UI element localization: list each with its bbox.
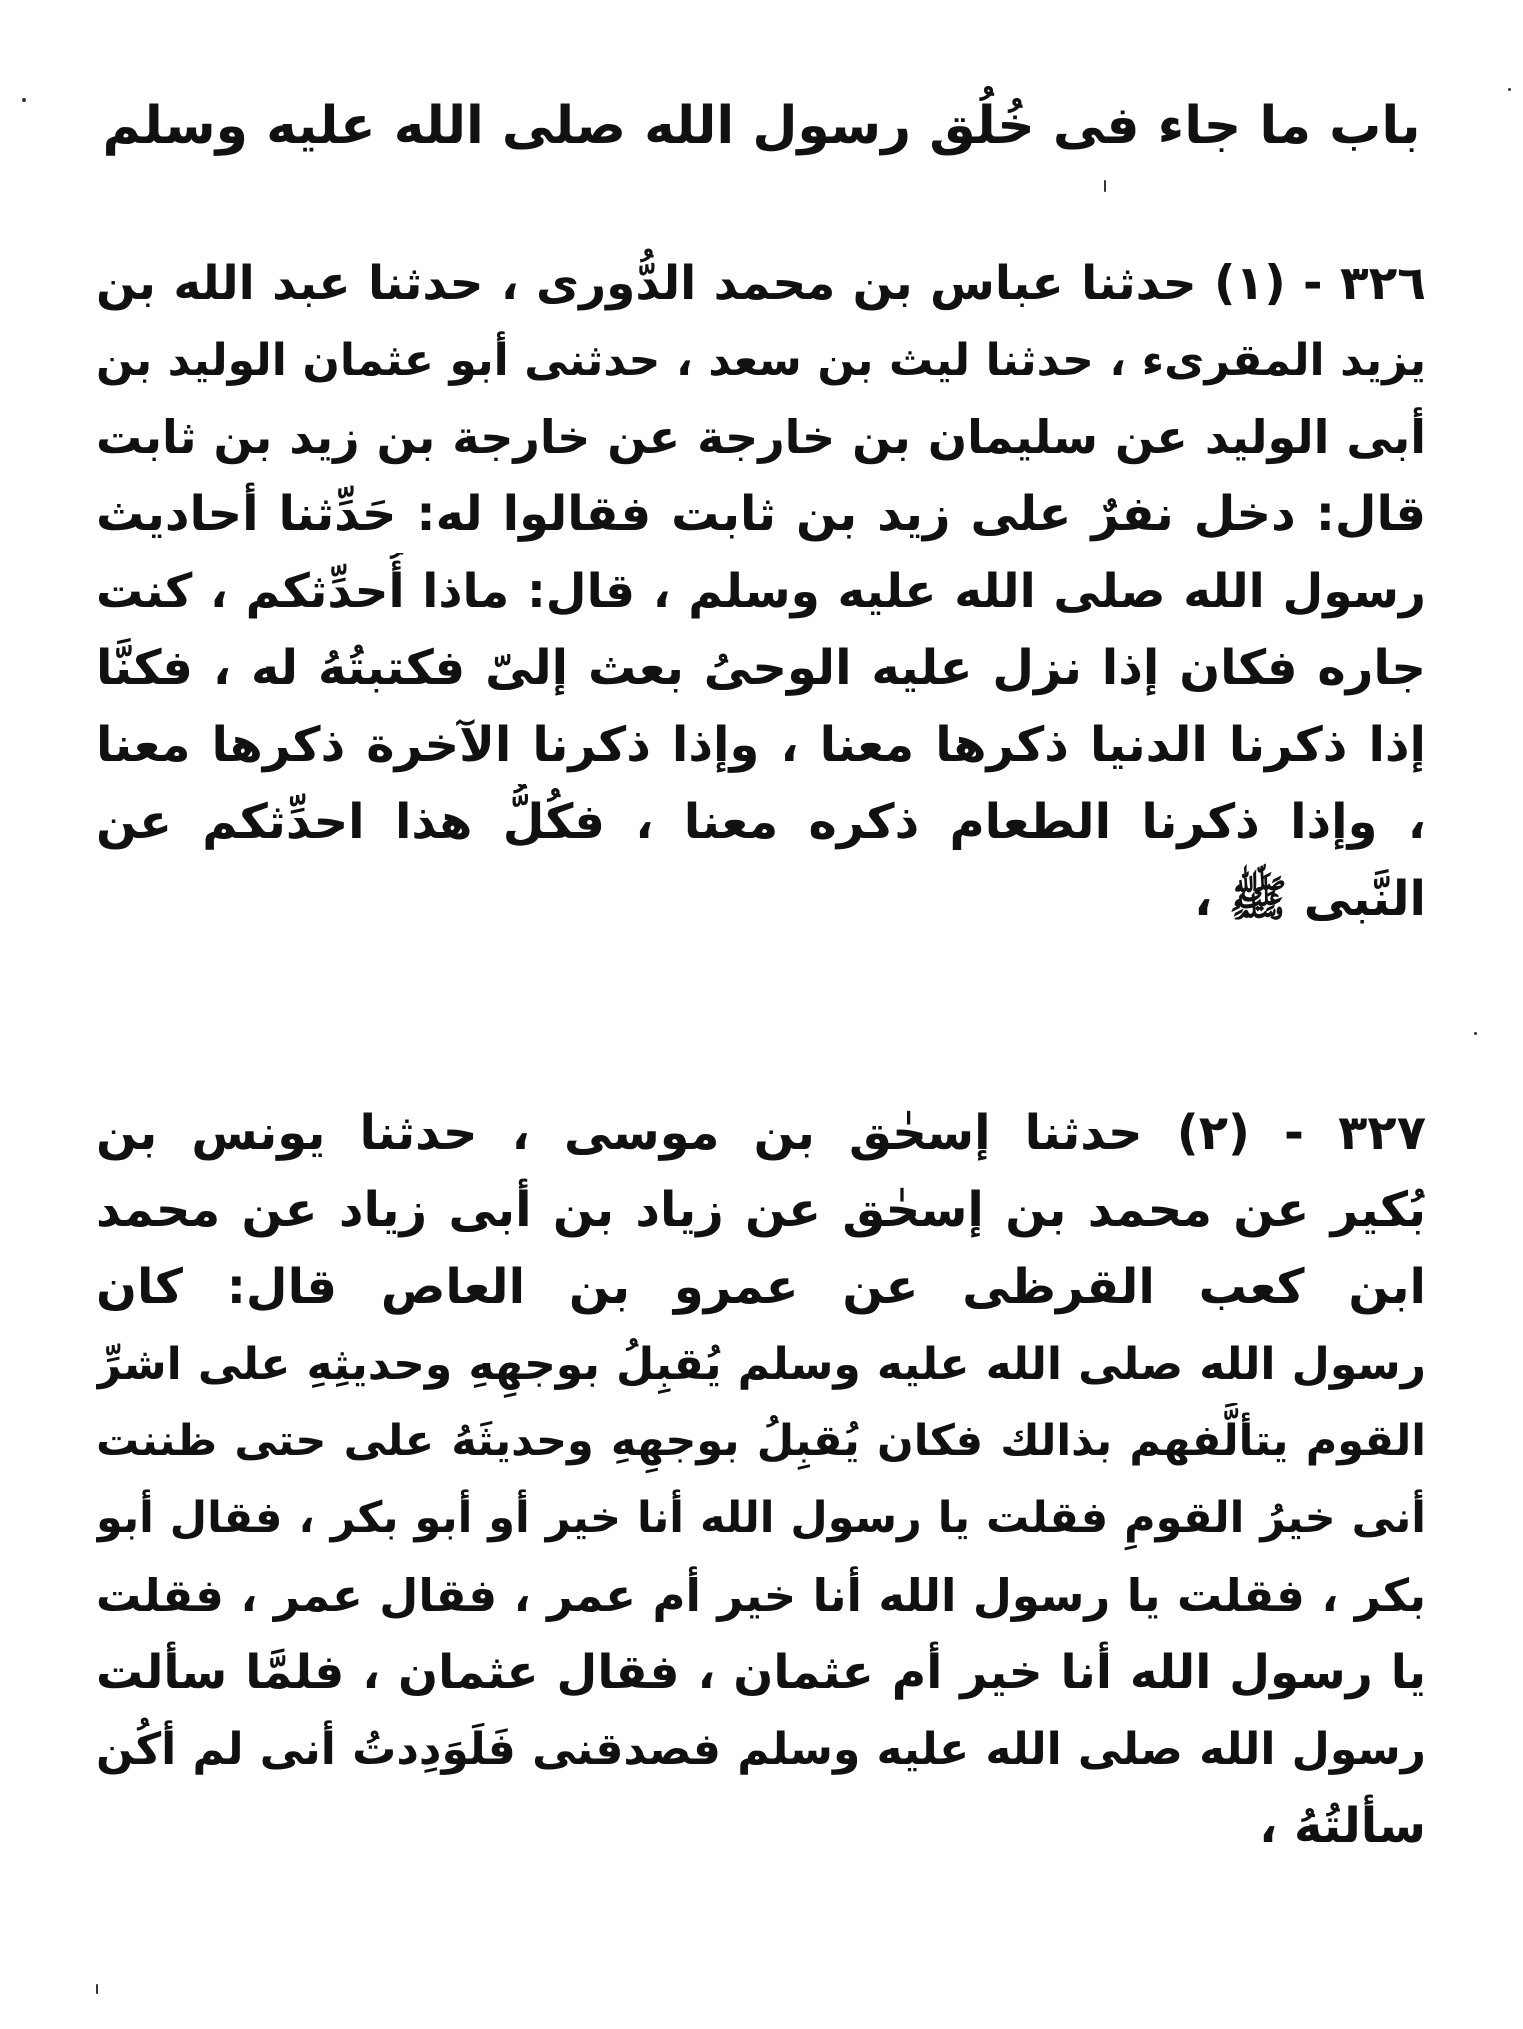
text-line: قال: دخل نفرٌ على زيد بن ثابت فقالوا له: حَدِّثنا أحاديث — [96, 486, 1426, 542]
text-line: سألتُهُ ، — [1259, 1798, 1426, 1854]
scan-speck — [1474, 1032, 1477, 1035]
text-line: جاره فكان إذا نزل عليه الوحىُ بعث إلىّ فكتبتُهُ له ، فكنَّا — [96, 640, 1426, 696]
scan-speck — [96, 1984, 98, 1994]
text-line: يزيد المقرىء ، حدثنا ليث بن سعد ، حدثنى أبو عثمان الوليد بن — [96, 335, 1426, 386]
text-line: إذا ذكرنا الدنيا ذكرها معنا ، وإذا ذكرنا الآخرة ذكرها معنا — [96, 717, 1426, 773]
text-line: ابن كعب القرظى عن عمرو بن العاص قال: كان — [96, 1259, 1426, 1315]
text-line: ٣٢٦ - (١) حدثنا عباس بن محمد الدُّورى ، حدثنا عبد الله بن — [96, 256, 1426, 311]
text-line: رسول الله صلى الله عليه وسلم ، قال: ماذا أُحدِّثكم ، كنت — [96, 564, 1426, 619]
hadith-326 — [96, 245, 1426, 938]
text-line: رسول الله صلى الله عليه وسلم فصدقنى فَلَوَدِدتُ أنى لم أكُن — [96, 1724, 1426, 1775]
text-line: القوم يتألَّفهم بذالك فكان يُقبِلُ بوجهِهِ وحديثَهُ على حتى ظننت — [96, 1416, 1426, 1466]
text-line: ٣٢٧ - (٢) حدثنا إسحٰق بن موسى ، حدثنا يونس بن — [96, 1105, 1426, 1161]
chapter-title: باب ما جاء فى خُلُق رسول الله صلى الله عليه وسلم — [102, 96, 1421, 156]
text-line: أنى خيرُ القومِ فقلت يا رسول الله أنا خير أو أبو بكر ، فقال أبو — [96, 1493, 1426, 1543]
text-line: رسول الله صلى الله عليه وسلم يُقبِلُ بوجهِهِ وحديثِهِ على اشرِّ — [96, 1339, 1426, 1390]
text-line: النَّبى ﷺ ، — [1194, 871, 1426, 927]
scan-speck — [1104, 180, 1106, 192]
text-line: بكر ، فقلت يا رسول الله أنا خير أم عمر ، فقال عمر ، فقلت — [96, 1569, 1426, 1622]
text-line: أبى الوليد عن سليمان بن خارجة عن خارجة بن زيد بن ثابت — [96, 410, 1426, 464]
scan-speck — [22, 98, 26, 102]
text-line: ، وإذا ذكرنا الطعام ذكره معنا ، فكُلُّ هذا احدِّثكم عن — [96, 794, 1426, 850]
text-line: بُكير عن محمد بن إسحٰق عن زياد بن أبى زياد عن محمد — [96, 1182, 1426, 1238]
scan-speck — [1508, 88, 1511, 91]
text-line: يا رسول الله أنا خير أم عثمان ، فقال عثمان ، فلمَّا سألت — [96, 1645, 1426, 1700]
hadith-327 — [96, 1095, 1426, 1865]
